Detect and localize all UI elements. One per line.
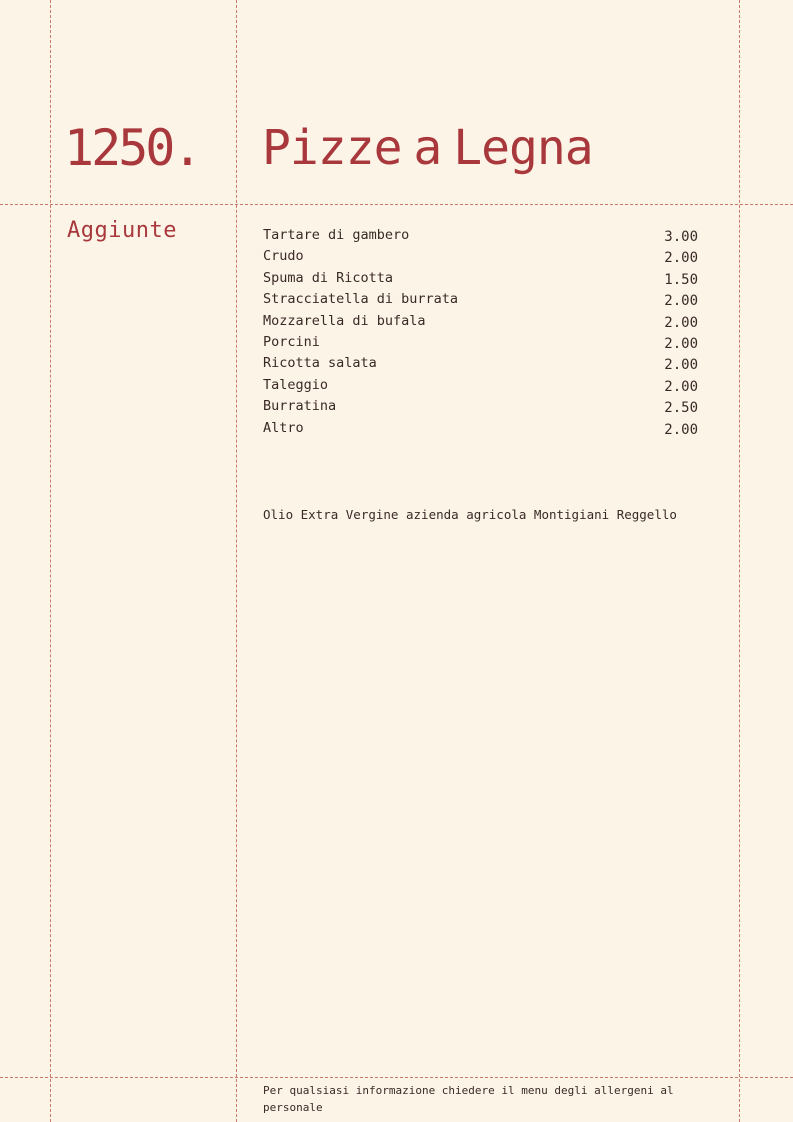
menu-item-price: 2.50 (664, 400, 698, 417)
menu-item-price: 1.50 (664, 271, 698, 288)
menu-item-name: Altro (263, 419, 304, 436)
column-guide-left (50, 0, 51, 1122)
section-title: Aggiunte (67, 218, 177, 243)
menu-item (263, 289, 698, 310)
allergen-footer-note: Per qualsiasi informazione chiedere il menu degli allergeni al personale (263, 1084, 674, 1114)
menu-item-price: 2.00 (664, 250, 698, 267)
menu-item-price: 3.00 (664, 229, 698, 245)
menu-item-name: Tartare di gambero (263, 227, 410, 243)
menu-item-name: Burratina (263, 398, 337, 415)
menu-item-price: 2.00 (664, 293, 698, 310)
menu-item-price: 2.00 (664, 357, 698, 374)
menu-item (263, 311, 698, 332)
menu-item-name: Crudo (263, 248, 304, 265)
menu-item-price: 2.00 (664, 335, 698, 352)
menu-item-name: Ricotta salata (263, 355, 377, 372)
menu-item (263, 246, 698, 267)
brand-number: 1250. (64, 119, 200, 177)
column-guide-middle (236, 0, 237, 1122)
menu-item-name: Taleggio (263, 376, 329, 393)
column-guide-right (739, 0, 740, 1122)
menu-item-price: 2.00 (664, 378, 698, 395)
menu-list (263, 225, 698, 439)
menu-item (263, 268, 698, 289)
menu-item-name: Stracciatella di burrata (263, 291, 459, 308)
page-title: Pizze a Legna (262, 120, 593, 176)
menu-item (263, 332, 698, 353)
row-guide-top (0, 204, 793, 205)
menu-item (263, 353, 698, 374)
row-guide-bottom (0, 1077, 793, 1078)
menu-item-name: Mozzarella di bufala (263, 312, 426, 329)
oil-note: Olio Extra Vergine azienda agricola Montigiani Reggello (263, 507, 677, 522)
menu-item-price: 2.00 (664, 421, 698, 438)
menu-item-price: 2.00 (664, 314, 698, 331)
menu-item (263, 418, 698, 439)
menu-item (263, 375, 698, 396)
menu-item (263, 225, 698, 246)
menu-item-name: Porcini (263, 333, 320, 350)
menu-item-name: Spuma di Ricotta (263, 269, 394, 286)
menu-item (263, 396, 698, 417)
